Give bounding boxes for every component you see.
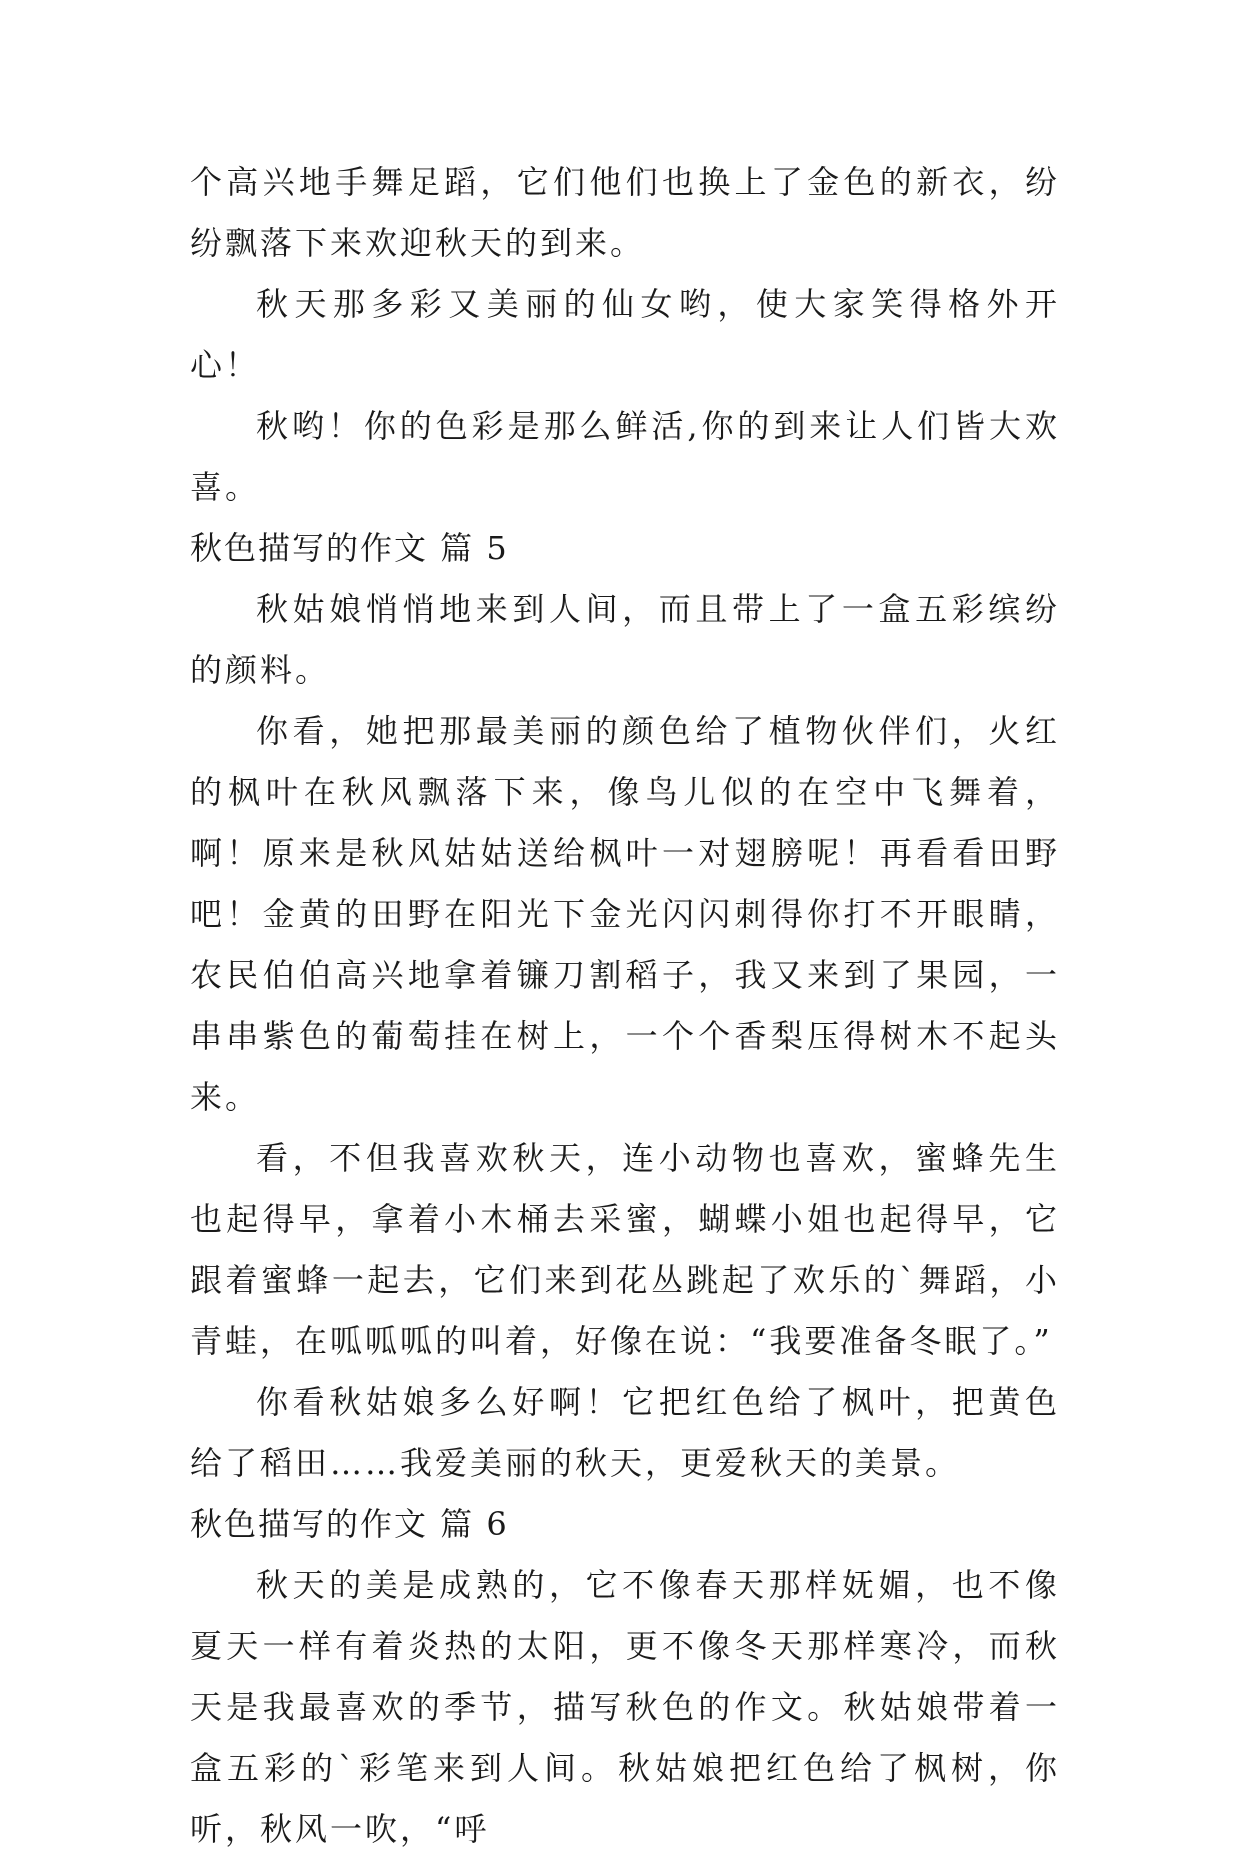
- paragraph: 秋天那多彩又美丽的仙女哟，使大家笑得格外开心！: [190, 285, 1060, 384]
- paragraph: 你看，她把那最美丽的颜色给了植物伙伴们，火红的枫叶在秋风飘落下来，像鸟儿似的在空中飞舞着，啊！原来是秋风姑姑送给枫叶一对翅膀呢！再看看田野吧！金黄的田野在阳光下金光闪闪刺得你打不开眼睛，农民伯伯高兴地拿着镰刀割稻子，我又来到了果园，一串串紫色的葡萄挂在树上，一个个香梨压得树木不起头来。: [190, 712, 1060, 1116]
- paragraph: 个高兴地手舞足蹈，它们他们也换上了金色的新衣，纷纷飘落下来欢迎秋天的到来。: [190, 163, 1060, 262]
- paragraph: 秋哟！你的色彩是那么鲜活,你的到来让人们皆大欢喜。: [190, 407, 1060, 506]
- document-body: [190, 152, 1060, 1860]
- section-heading: 秋色描写的作文 篇 5: [190, 529, 509, 567]
- section-heading: 秋色描写的作文 篇 6: [190, 1505, 509, 1543]
- paragraph: 看，不但我喜欢秋天，连小动物也喜欢，蜜蜂先生也起得早，拿着小木桶去采蜜，蝴蝶小姐也起得早，它跟着蜜蜂一起去，它们来到花丛跳起了欢乐的`舞蹈，小青蛙，在呱呱呱的叫着，好像在说：“我要准备冬眠了。”: [190, 1139, 1060, 1360]
- paragraph: 秋姑娘悄悄地来到人间，而且带上了一盒五彩缤纷的颜料。: [190, 590, 1060, 689]
- paragraph: 你看秋姑娘多么好啊！它把红色给了枫叶，把黄色给了稻田……我爱美丽的秋天，更爱秋天的美景。: [190, 1383, 1060, 1482]
- paragraph: 秋天的美是成熟的，它不像春天那样妩媚，也不像夏天一样有着炎热的太阳，更不像冬天那样寒冷，而秋天是我最喜欢的季节，描写秋色的作文。秋姑娘带着一盒五彩的`彩笔来到人间。秋姑娘把红色给了枫树，你听，秋风一吹，“呼: [190, 1566, 1060, 1848]
